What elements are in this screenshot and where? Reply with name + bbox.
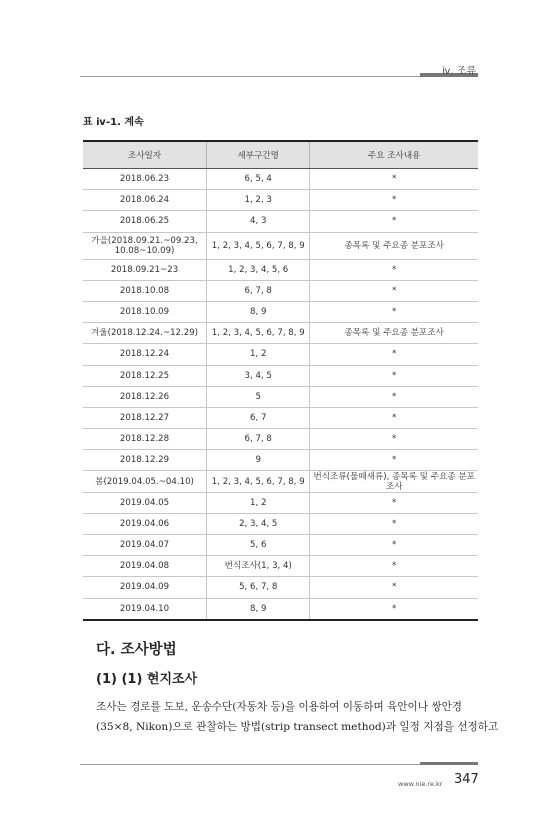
table-row <box>83 492 478 513</box>
cell-date: 2018.12.25 <box>83 365 207 386</box>
cell-section: 1, 2, 3 <box>207 190 310 211</box>
cell-date: 2018.10.08 <box>83 280 207 301</box>
column-header-date: 조사일자 <box>83 141 207 169</box>
cell-date: 2018.06.23 <box>83 169 207 190</box>
table-row <box>83 323 478 344</box>
cell-date: 2019.04.10 <box>83 598 207 620</box>
table-row <box>83 280 478 301</box>
cell-section: 1, 2 <box>207 492 310 513</box>
cell-content: * <box>310 344 478 365</box>
cell-content: * <box>310 169 478 190</box>
cell-content: * <box>310 190 478 211</box>
header-rule <box>80 76 478 77</box>
column-header-section: 세부구간명 <box>207 141 310 169</box>
cell-section: 3, 4, 5 <box>207 365 310 386</box>
cell-section: 2, 3, 4, 5 <box>207 513 310 534</box>
table-row <box>83 344 478 365</box>
section-heading: 다. 조사방법 <box>96 642 177 658</box>
cell-section: 6, 7, 8 <box>207 280 310 301</box>
table-row <box>83 259 478 280</box>
survey-schedule-table <box>83 140 478 621</box>
cell-date: 2019.04.08 <box>83 556 207 577</box>
cell-date: 2018.12.28 <box>83 429 207 450</box>
cell-content: * <box>310 535 478 556</box>
table-header-row <box>83 141 478 169</box>
cell-date: 가을(2018.09.21.~09.23, 10.08~10.09) <box>83 232 207 259</box>
table-row <box>83 513 478 534</box>
cell-section: 1, 2 <box>207 344 310 365</box>
table-row <box>83 301 478 322</box>
cell-content: * <box>310 407 478 428</box>
cell-section: 1, 2, 3, 4, 5, 6 <box>207 259 310 280</box>
cell-content: * <box>310 598 478 620</box>
table-row <box>83 190 478 211</box>
cell-date: 2019.04.06 <box>83 513 207 534</box>
table-row <box>83 211 478 232</box>
cell-date: 2018.12.24 <box>83 344 207 365</box>
footer-rule <box>80 764 478 765</box>
cell-date: 2018.12.26 <box>83 386 207 407</box>
cell-date: 봄(2019.04.05.~04.10) <box>83 471 207 492</box>
table-row <box>83 577 478 598</box>
table-body <box>83 169 478 620</box>
cell-section: 1, 2, 3, 4, 5, 6, 7, 8, 9 <box>207 323 310 344</box>
cell-date: 2019.04.07 <box>83 535 207 556</box>
paragraph-line: 조사는 경로를 도보, 운송수단(자동차 등)을 이용하여 이동하며 육안이나 쌍안경 <box>96 701 463 713</box>
cell-content: * <box>310 211 478 232</box>
body-paragraph <box>96 697 499 737</box>
column-header-content: 주요 조사내용 <box>310 141 478 169</box>
footer-url: www.nie.re.kr <box>398 780 443 788</box>
table-caption: 표 ⅳ-1. 계속 <box>83 117 144 128</box>
running-header-section: ⅳ. 조류 <box>442 66 476 77</box>
cell-content: * <box>310 365 478 386</box>
cell-section: 8, 9 <box>207 301 310 322</box>
cell-date: 2018.12.27 <box>83 407 207 428</box>
table-row <box>83 386 478 407</box>
page-number: 347 <box>454 772 479 787</box>
cell-content: 종목록 및 주요종 분포조사 <box>310 323 478 344</box>
table-row <box>83 471 478 492</box>
cell-section: 5 <box>207 386 310 407</box>
cell-date: 2018.06.24 <box>83 190 207 211</box>
cell-date: 2018.06.25 <box>83 211 207 232</box>
cell-section: 4, 3 <box>207 211 310 232</box>
cell-content: * <box>310 259 478 280</box>
cell-section: 9 <box>207 450 310 471</box>
cell-content: * <box>310 492 478 513</box>
cell-section: 6, 7 <box>207 407 310 428</box>
cell-content: * <box>310 513 478 534</box>
table-row <box>83 365 478 386</box>
cell-section: 번식조사(1, 3, 4) <box>207 556 310 577</box>
cell-section: 6, 5, 4 <box>207 169 310 190</box>
cell-section: 8, 9 <box>207 598 310 620</box>
cell-content: 번식조류(물떼새류), 종목록 및 주요종 분포조사 <box>310 471 478 492</box>
cell-content: 종목록 및 주요종 분포조사 <box>310 232 478 259</box>
table-row <box>83 598 478 620</box>
cell-date: 2019.04.09 <box>83 577 207 598</box>
table-row <box>83 429 478 450</box>
subsection-heading: (1) (1) 현지조사 <box>96 672 198 687</box>
cell-section: 1, 2, 3, 4, 5, 6, 7, 8, 9 <box>207 232 310 259</box>
cell-section: 5, 6 <box>207 535 310 556</box>
cell-date: 2018.10.09 <box>83 301 207 322</box>
cell-date: 2018.12.29 <box>83 450 207 471</box>
cell-content: * <box>310 556 478 577</box>
table-row <box>83 556 478 577</box>
table-row <box>83 232 478 259</box>
cell-date: 겨울(2018.12.24.~12.29) <box>83 323 207 344</box>
paragraph-line: (35×8, Nikon)으로 관찰하는 방법(strip transect method)과 일정 지점을 선정하고 <box>96 721 499 733</box>
cell-content: * <box>310 577 478 598</box>
cell-section: 1, 2, 3, 4, 5, 6, 7, 8, 9 <box>207 471 310 492</box>
cell-date: 2019.04.05 <box>83 492 207 513</box>
cell-content: * <box>310 280 478 301</box>
cell-content: * <box>310 301 478 322</box>
table-row <box>83 407 478 428</box>
cell-content: * <box>310 386 478 407</box>
cell-date: 2018.09.21~23 <box>83 259 207 280</box>
cell-section: 6, 7, 8 <box>207 429 310 450</box>
cell-content: * <box>310 450 478 471</box>
cell-section: 5, 6, 7, 8 <box>207 577 310 598</box>
table-row <box>83 535 478 556</box>
footer-accent-bar <box>420 762 478 765</box>
table-row <box>83 450 478 471</box>
table-row <box>83 169 478 190</box>
cell-content: * <box>310 429 478 450</box>
